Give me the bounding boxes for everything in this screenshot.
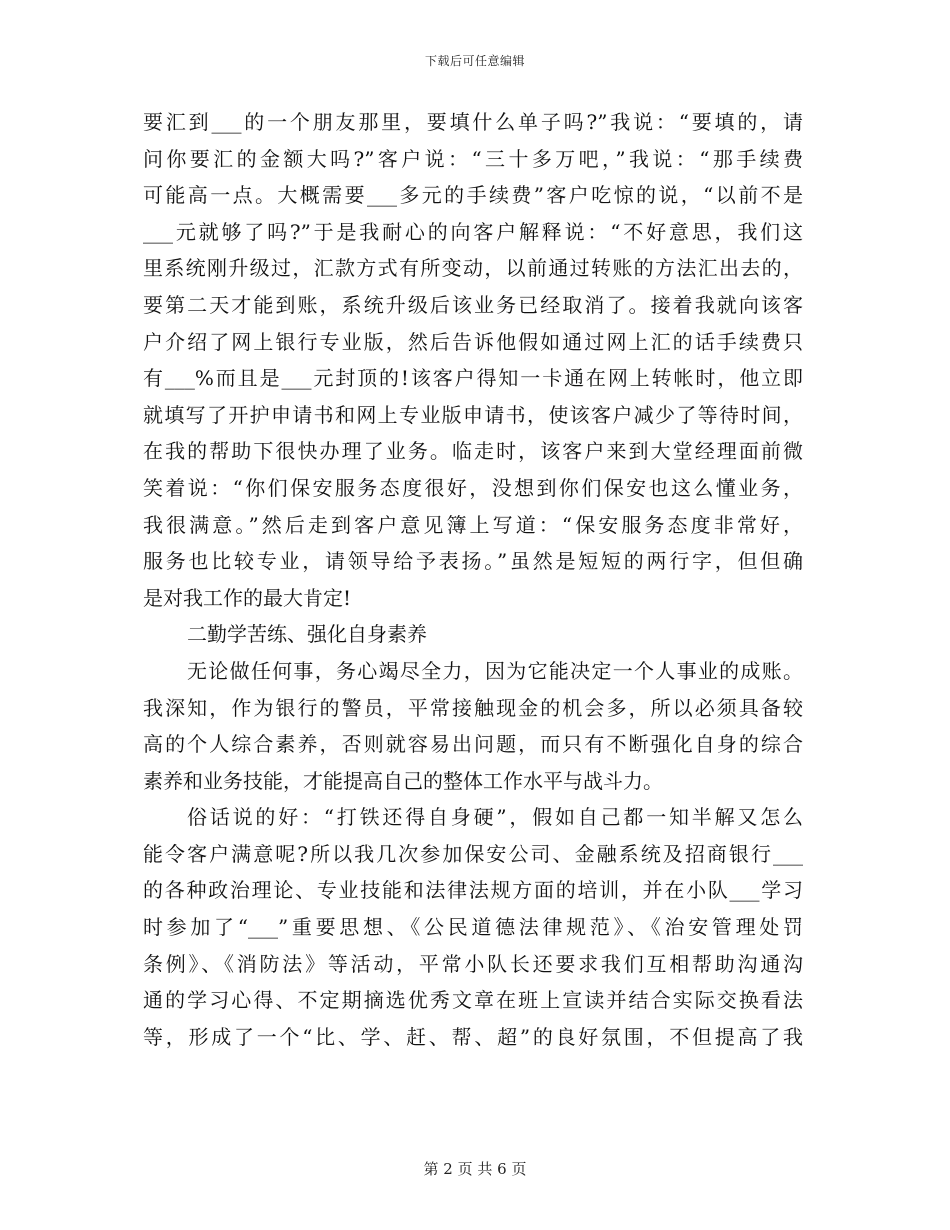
body-line: 能令客户满意呢?所以我几次参加保安公司、金融系统及招商银行___ xyxy=(143,841,803,866)
body-line: 条例》、《消防法》等活动，平常小队长还要求我们互相帮助沟通沟 xyxy=(143,951,803,976)
body-line: 有___%而且是___元封顶的!该客户得知一卡通在网上转帐时，他立即 xyxy=(143,366,803,391)
body-line: 俗话说的好：“打铁还得自身硬”，假如自己都一知半解又怎么 xyxy=(187,805,803,830)
body-line: 里系统刚升级过，汇款方式有所变动，以前通过转账的方法汇出去的， xyxy=(143,256,803,281)
body-line: 的各种政治理论、专业技能和法律法规方面的培训，并在小队___学习 xyxy=(143,878,803,903)
page-number: 第 2 页 共 6 页 xyxy=(423,1160,527,1178)
body-line: 要汇到___的一个朋友那里，要填什么单子吗?”我说：“要填的，请 xyxy=(143,110,803,134)
document-body xyxy=(143,104,803,1055)
body-line: 笑着说：“你们保安服务态度很好，没想到你们保安也这么懂业务， xyxy=(143,475,803,500)
body-line: 是对我工作的最大肯定! xyxy=(143,585,352,610)
body-line: 要第二天才能到账，系统升级后该业务已经取消了。接着我就向该客 xyxy=(143,292,803,317)
body-line: ___元就够了吗?”于是我耐心的向客户解释说：“不好意思，我们这 xyxy=(143,219,803,244)
body-line: 问你要汇的金额大吗?”客户说：“三十多万吧，”我说：“那手续费 xyxy=(143,146,803,171)
body-line: 等，形成了一个“比、学、赶、帮、超”的良好氛围，不但提高了我 xyxy=(143,1024,803,1049)
body-line: 高的个人综合素养，否则就容易出问题，而只有不断强化自身的综合 xyxy=(143,732,803,757)
body-line: 通的学习心得、不定期摘选优秀文章在班上宣读并结合实际交换看法 xyxy=(143,988,803,1013)
body-line: 服务也比较专业，请领导给予表扬。”虽然是短短的两行字，但但确 xyxy=(143,549,803,574)
body-line: 我深知，作为银行的警员，平常接触现金的机会多，所以必须具备较 xyxy=(143,695,803,720)
section-heading: 二勤学苦练、强化自身素养 xyxy=(187,622,427,647)
body-line: 时参加了“___”重要思想、《公民道德法律规范》、《治安管理处罚 xyxy=(143,915,803,940)
body-line: 就填写了开护申请书和网上专业版申请书，使该客户减少了等待时间， xyxy=(143,402,803,427)
page-header-note: 下载后可任意编辑 xyxy=(424,54,525,68)
body-line: 户介绍了网上银行专业版，然后告诉他假如通过网上汇的话手续费只 xyxy=(143,329,803,354)
body-line: 可能高一点。大概需要___多元的手续费”客户吃惊的说，“以前不是 xyxy=(143,183,803,208)
body-line: 素养和业务技能，才能提高自己的整体工作水平与战斗力。 xyxy=(143,768,663,793)
body-line: 我很满意。”然后走到客户意见簿上写道：“保安服务态度非常好， xyxy=(143,512,803,537)
body-line: 在我的帮助下很快办理了业务。临走时，该客户来到大堂经理面前微 xyxy=(143,439,803,464)
body-line: 无论做任何事，务心竭尽全力，因为它能决定一个人事业的成账。 xyxy=(187,658,803,683)
